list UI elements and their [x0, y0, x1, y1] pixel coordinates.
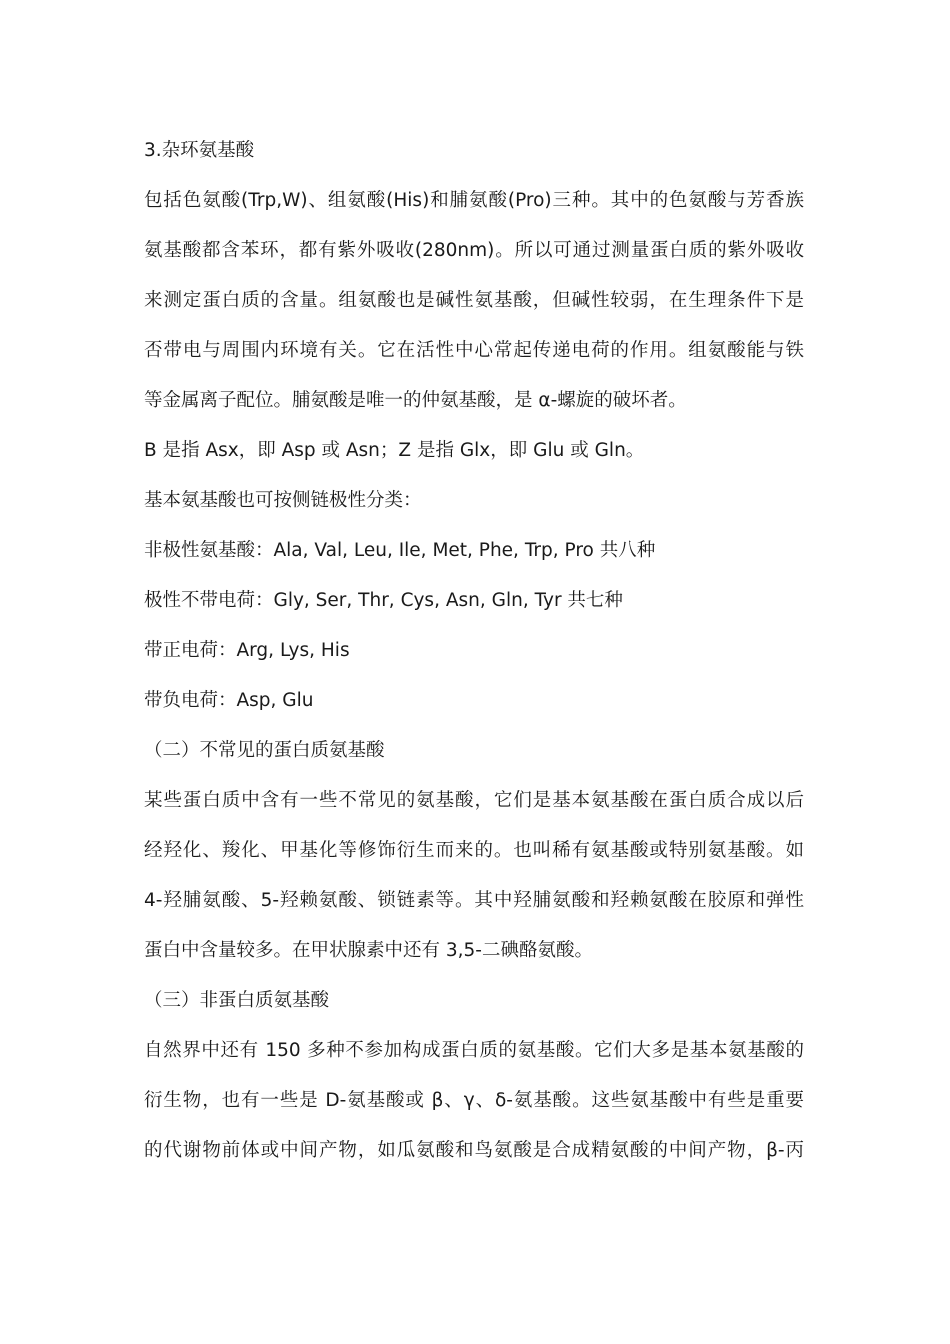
- paragraph-line: 包括色氨酸(Trp,W)、组氨酸(His)和脯氨酸(Pro)三种。其中的色氨酸与芳香族: [144, 190, 804, 211]
- list-item-polar-uncharged: 极性不带电荷：Gly, Ser, Thr, Cys, Asn, Gln, Tyr 共七种: [144, 590, 623, 611]
- paragraph-line: 的代谢物前体或中间产物，如瓜氨酸和鸟氨酸是合成精氨酸的中间产物，β-丙: [144, 1140, 804, 1161]
- paragraph-line: 4-羟脯氨酸、5-羟赖氨酸、锁链素等。其中羟脯氨酸和羟赖氨酸在胶原和弹性: [144, 890, 804, 911]
- paragraph-line: 蛋白中含量较多。在甲状腺素中还有 3,5-二碘酪氨酸。: [144, 940, 593, 961]
- paragraph-line: 来测定蛋白质的含量。组氨酸也是碱性氨基酸，但碱性较弱，在生理条件下是: [144, 290, 804, 311]
- heading-non-protein-amino-acids: （三）非蛋白质氨基酸: [144, 990, 330, 1011]
- paragraph-line: 衍生物，也有一些是 D-氨基酸或 β、γ、δ-氨基酸。这些氨基酸中有些是重要: [144, 1090, 804, 1111]
- paragraph-line: 氨基酸都含苯环，都有紫外吸收(280nm)。所以可通过测量蛋白质的紫外吸收: [144, 240, 804, 261]
- paragraph-line: 否带电与周围内环境有关。它在活性中心常起传递电荷的作用。组氨酸能与铁: [144, 340, 804, 361]
- list-item-negative: 带负电荷：Asp, Glu: [144, 690, 314, 711]
- paragraph-line: 等金属离子配位。脯氨酸是唯一的仲氨基酸，是 α-螺旋的破坏者。: [144, 390, 687, 411]
- document-body: [144, 126, 804, 1176]
- heading-heterocyclic-amino-acids: 3.杂环氨基酸: [144, 140, 255, 161]
- heading-uncommon-amino-acids: （二）不常见的蛋白质氨基酸: [144, 740, 385, 761]
- paragraph-line: 某些蛋白质中含有一些不常见的氨基酸，它们是基本氨基酸在蛋白质合成以后: [144, 790, 804, 811]
- list-item-nonpolar: 非极性氨基酸：Ala, Val, Leu, Ile, Met, Phe, Trp, Pro 共八种: [144, 540, 656, 561]
- paragraph-line: 经羟化、羧化、甲基化等修饰衍生而来的。也叫稀有氨基酸或特别氨基酸。如: [144, 840, 804, 861]
- paragraph-line: 自然界中还有 150 多种不参加构成蛋白质的氨基酸。它们大多是基本氨基酸的: [144, 1040, 804, 1061]
- paragraph-line: B 是指 Asx，即 Asp 或 Asn；Z 是指 Glx，即 Glu 或 Gln。: [144, 440, 645, 461]
- paragraph-line: 基本氨基酸也可按侧链极性分类：: [144, 490, 422, 511]
- list-item-positive: 带正电荷：Arg, Lys, His: [144, 640, 350, 661]
